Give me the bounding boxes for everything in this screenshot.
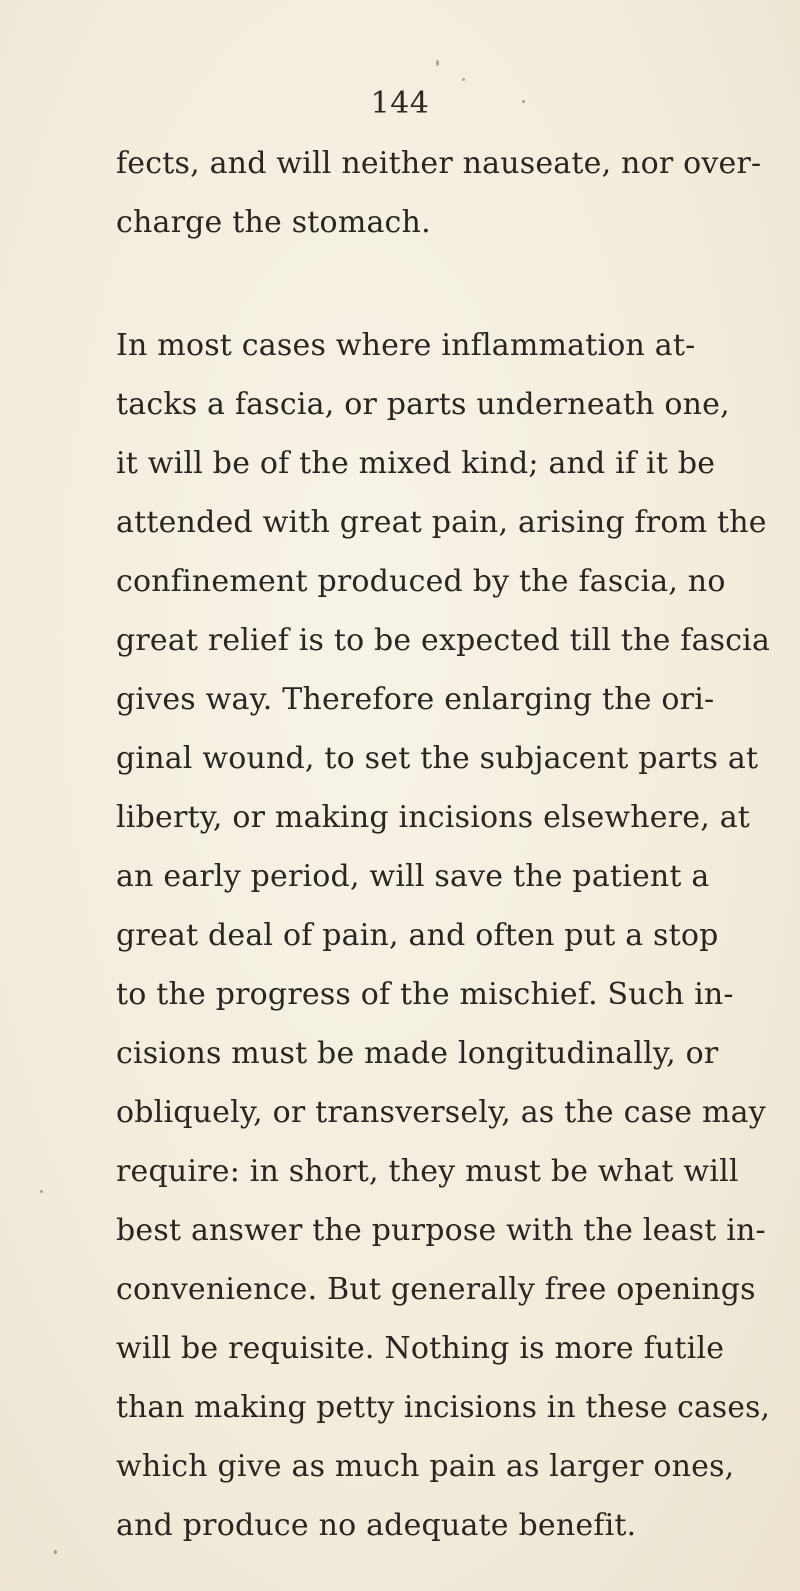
text-line: which give as much pain as larger ones, bbox=[116, 1449, 735, 1484]
text-line: require: in short, they must be what will bbox=[116, 1154, 739, 1189]
text-line: great relief is to be expected till the fascia bbox=[116, 623, 771, 658]
text-line: to the progress of the mischief. Such in- bbox=[116, 977, 734, 1012]
paper-speck bbox=[54, 1550, 57, 1554]
text-line: In most cases where inflammation at- bbox=[116, 328, 696, 363]
text-line: best answer the purpose with the least in- bbox=[116, 1213, 766, 1248]
text-line: convenience. But generally free openings bbox=[116, 1272, 756, 1307]
text-line: and produce no adequate benefit. bbox=[116, 1508, 637, 1543]
text-line: great deal of pain, and often put a stop bbox=[116, 918, 719, 953]
text-line: charge the stomach. bbox=[116, 205, 431, 240]
text-line: liberty, or making incisions elsewhere, at bbox=[116, 800, 751, 835]
text-line: an early period, will save the patient a bbox=[116, 859, 710, 894]
text-line: than making petty incisions in these cases, bbox=[116, 1390, 771, 1425]
paper-speck bbox=[40, 1190, 43, 1193]
text-line: gives way. Therefore enlarging the ori- bbox=[116, 682, 715, 717]
text-line: tacks a fascia, or parts underneath one, bbox=[116, 387, 730, 422]
paper-speck bbox=[522, 100, 525, 103]
text-line: confinement produced by the fascia, no bbox=[116, 564, 726, 599]
text-line: it will be of the mixed kind; and if it be bbox=[116, 446, 716, 481]
text-line: will be requisite. Nothing is more futile bbox=[116, 1331, 725, 1366]
paper-speck bbox=[462, 78, 465, 81]
text-line: obliquely, or transversely, as the case may bbox=[116, 1095, 766, 1130]
page-number: 144 bbox=[370, 86, 430, 121]
paper-speck bbox=[436, 60, 439, 66]
text-line: fects, and will neither nauseate, nor over- bbox=[116, 146, 762, 181]
text-line: attended with great pain, arising from the bbox=[116, 505, 767, 540]
text-line: cisions must be made longitudinally, or bbox=[116, 1036, 719, 1071]
text-line: ginal wound, to set the subjacent parts at bbox=[116, 741, 759, 776]
